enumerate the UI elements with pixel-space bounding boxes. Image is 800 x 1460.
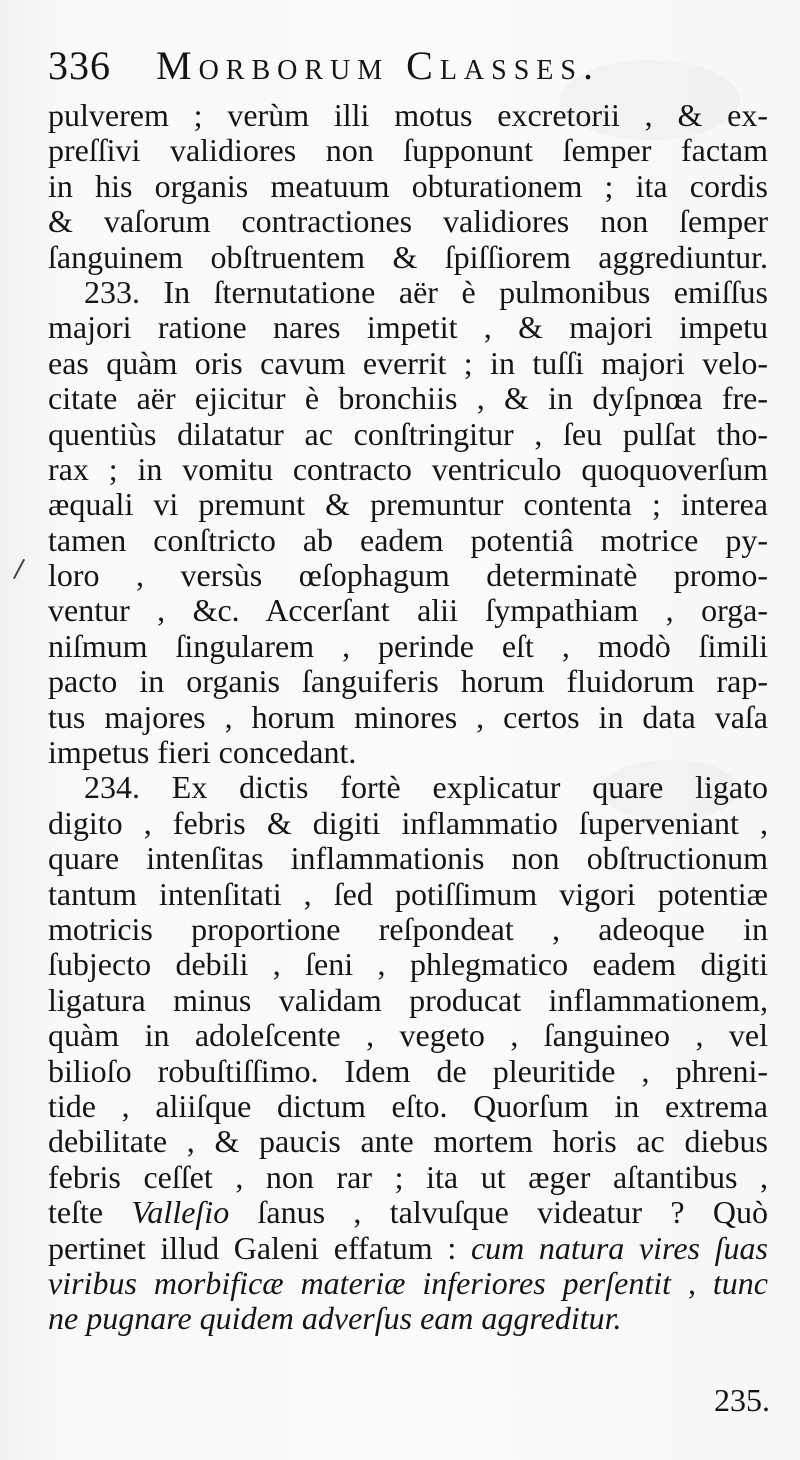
- text-line: preſſivi validiores non ſupponunt ſemper factam: [48, 132, 768, 169]
- text-line: majori ratione nares impetit , & majori impetu: [48, 309, 768, 346]
- text-run: teſte: [48, 1194, 132, 1231]
- text-run: ſanus , talvuſque videatur ? Quò: [229, 1194, 769, 1231]
- text-line: quàm in adoleſcente , vegeto , ſanguineo , vel: [48, 1017, 768, 1054]
- text-line: bilioſo robuſtiſſimo. Idem de pleuritide , phreni-: [48, 1052, 768, 1089]
- text-line: citate aër ejicitur è bronchiis , & in dyſpnœa fre-: [48, 380, 768, 417]
- text-line: quentiùs dilatatur ac conſtringitur , ſeu pulſat tho-: [48, 415, 768, 452]
- paragraph-233-start: 233. In ſternutatione aër è pulmonibus emiſſus: [84, 273, 768, 310]
- text-line: ſubjecto debili , ſeni , phlegmatico eadem digiti: [48, 946, 768, 983]
- text-line: motricis proportione reſpondeat , adeoque in: [48, 910, 768, 947]
- text-line: æquali vi premunt & premuntur contenta ; interea: [48, 486, 768, 523]
- text-line: niſmum ſingularem , perinde eſt , modò ſimili: [48, 627, 768, 664]
- text-run: pertinet illud Galeni effatum :: [48, 1229, 471, 1266]
- italic-quote-line: viribus morbificæ materiæ inferiores perſentit , tunc: [48, 1264, 768, 1301]
- text-line: ventur , &c. Accerſant alii ſympathiam , orga-: [48, 592, 768, 629]
- page-header: [48, 42, 728, 96]
- text-line: tide , aliiſque dictum eſto. Quorſum in extrema: [48, 1087, 768, 1124]
- italic-quote: cum natura vires ſuas: [470, 1229, 769, 1266]
- text-line: eas quàm oris cavum everrit ; in tuſſi majori velo-: [48, 344, 768, 381]
- text-line: pulverem ; verùm illi motus excretorii , & ex-: [48, 97, 768, 133]
- text-line: pacto in organis ſanguiferis horum fluidorum rap-: [48, 663, 768, 700]
- page-number: 336: [48, 43, 111, 88]
- text-line: [48, 1231, 768, 1266]
- italic-quote-line: ne pugnare quidem adverſus eam aggreditur.: [48, 1300, 622, 1337]
- text-line: [48, 1195, 768, 1230]
- text-line: febris ceſſet , non rar ; ita ut æger aſtantibus ,: [48, 1158, 768, 1195]
- text-line: in his organis meatuum obturationem ; ita cordis: [48, 167, 768, 204]
- text-line: tantum intenſitati , ſed potiſſimum vigori potentiæ: [48, 875, 768, 912]
- text-line: quare intenſitas inflammationis non obſtructionum: [48, 840, 768, 877]
- italic-name: Valleſio: [131, 1194, 230, 1231]
- body-text: [48, 98, 768, 1337]
- running-title: Morborum Classes.: [156, 43, 600, 88]
- text-line: rax ; in vomitu contracto ventriculo quoquoverſum: [48, 450, 768, 487]
- text-line: ſanguinem obſtruentem & ſpiſſiorem aggrediuntur.: [48, 238, 768, 275]
- text-line: ligatura minus validam producat inflammationem,: [48, 981, 768, 1018]
- text-line: impetus fieri concedant.: [48, 734, 357, 771]
- text-line: tus majores , horum minores , certos in data vaſa: [48, 698, 768, 735]
- text-line: tamen conſtricto ab eadem potentiâ motrice py-: [48, 521, 768, 558]
- catchword: 235.: [714, 1382, 770, 1418]
- paragraph-234-start: 234. Ex dictis fortè explicatur quare ligato: [84, 769, 768, 806]
- text-line: digito , febris & digiti inflammatio ſuperveniant ,: [48, 804, 768, 841]
- margin-mark: [13, 559, 25, 579]
- text-line: loro , versùs œſophagum determinatè promo-: [48, 557, 768, 594]
- text-line: debilitate , & paucis ante mortem horis ac diebus: [48, 1123, 768, 1160]
- text-line: & vaſorum contractiones validiores non ſemper: [48, 203, 768, 240]
